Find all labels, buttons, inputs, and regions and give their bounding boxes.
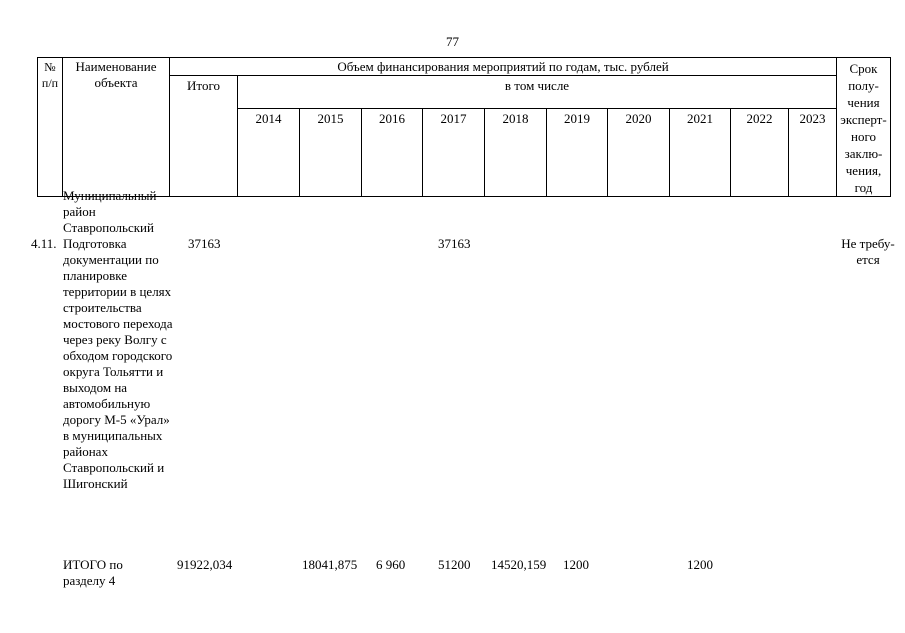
header-year: 2023 xyxy=(789,109,837,197)
header-financing-volume: Объем финансирования мероприятий по годам, тыс. рублей xyxy=(170,58,837,76)
total-value-2016: 6 960 xyxy=(376,557,406,572)
row-expert-deadline: Не требу- ется xyxy=(841,236,895,267)
total-value-2021: 1200 xyxy=(687,557,713,572)
section-title: Муниципальный район Ставропольский xyxy=(63,188,157,235)
header-year: 2017 xyxy=(423,109,485,197)
row-value-2017: 37163 xyxy=(438,236,471,251)
header-year: 2018 xyxy=(485,109,547,197)
header-number: № п/п xyxy=(38,58,63,197)
row-number: 4.11. xyxy=(31,236,57,251)
header-year: 2020 xyxy=(608,109,670,197)
header-expert-deadline: Срок полу- чения эксперт- ного заклю- чения, год xyxy=(837,58,891,197)
header-year: 2015 xyxy=(300,109,362,197)
header-year: 2022 xyxy=(731,109,789,197)
row-total: 37163 xyxy=(188,236,221,251)
row-object-name: Подготовка документации по планировке территории в целях строительства мостового перехода через реку Волгу с обходом городского округа Тольятти и выходом на автомобильную дорогу М-5 «Урал» в муниципальных районах Ставропольский и Шигонский xyxy=(63,236,173,491)
header-including: в том числе xyxy=(238,76,837,109)
total-value-2019: 1200 xyxy=(563,557,589,572)
total-sum: 91922,034 xyxy=(177,557,233,572)
page-number: 77 xyxy=(446,34,459,49)
total-value-2015: 18041,875 xyxy=(302,557,358,572)
total-value-2018: 14520,159 xyxy=(491,557,547,572)
header-year: 2016 xyxy=(362,109,423,197)
header-object-name: Наименование объекта xyxy=(63,58,170,197)
header-year: 2014 xyxy=(238,109,300,197)
header-year: 2021 xyxy=(670,109,731,197)
total-label: ИТОГО по разделу 4 xyxy=(63,557,123,588)
header-year: 2019 xyxy=(547,109,608,197)
header-total: Итого xyxy=(170,76,238,197)
total-value-2017: 51200 xyxy=(438,557,471,572)
financing-table-header xyxy=(37,57,891,197)
